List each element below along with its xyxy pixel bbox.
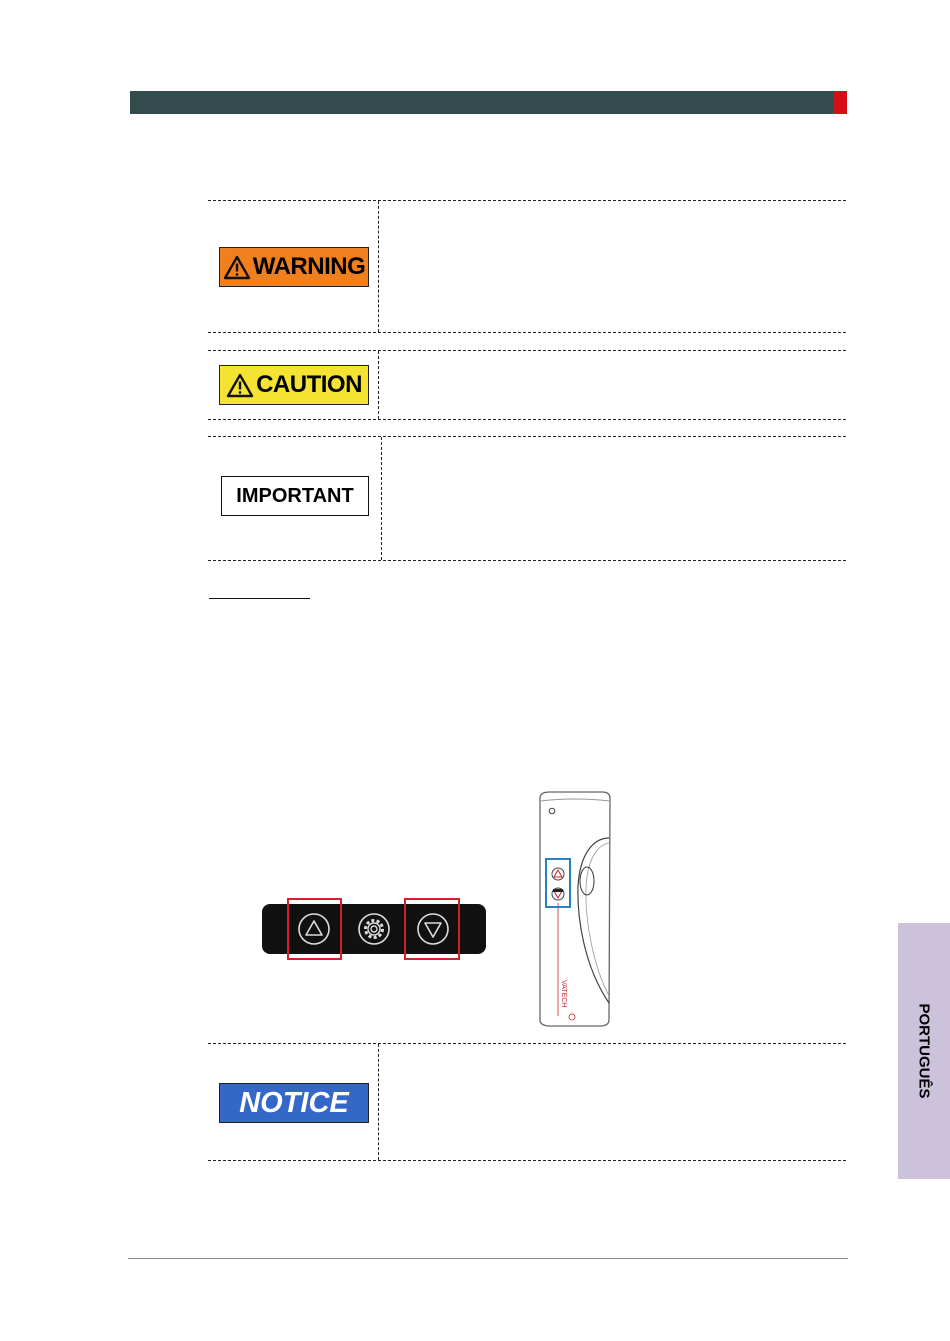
important-badge: [221, 476, 369, 516]
warning-label: WARNING: [252, 253, 366, 280]
warning-divider: [378, 201, 379, 332]
warning-bottom-rule: [208, 332, 846, 333]
remote-brand-label: VATECH: [560, 980, 567, 1008]
remote-buttons-highlight: [545, 858, 571, 908]
important-top-rule: [208, 436, 846, 437]
down-button-highlight: [404, 898, 460, 960]
notice-top-rule: [208, 1043, 846, 1044]
header-accent: [833, 91, 847, 114]
warning-triangle-icon: [223, 255, 251, 280]
header-bar: [130, 91, 833, 114]
footer-rule: [128, 1258, 848, 1259]
caution-top-rule: [208, 350, 846, 351]
notice-bottom-rule: [208, 1160, 846, 1161]
caution-triangle-icon: [226, 373, 254, 398]
caution-badge: [219, 365, 369, 405]
important-divider: [381, 437, 382, 560]
up-button-highlight: [287, 898, 342, 960]
remote-control: [520, 788, 630, 1033]
warning-top-rule: [208, 200, 846, 201]
caution-label: CAUTION: [256, 371, 362, 398]
caution-bottom-rule: [208, 419, 846, 420]
notice-divider: [378, 1044, 379, 1160]
warning-badge: [219, 247, 369, 287]
section-heading-underline: [209, 598, 310, 599]
important-bottom-rule: [208, 560, 846, 561]
important-label: IMPORTANT: [236, 484, 354, 507]
language-side-tab-label: PORTUGUÊS: [915, 1003, 933, 1099]
notice-label: NOTICE: [239, 1086, 349, 1119]
notice-badge: [219, 1083, 369, 1123]
gear-icon: [357, 912, 391, 946]
caution-divider: [378, 351, 379, 419]
